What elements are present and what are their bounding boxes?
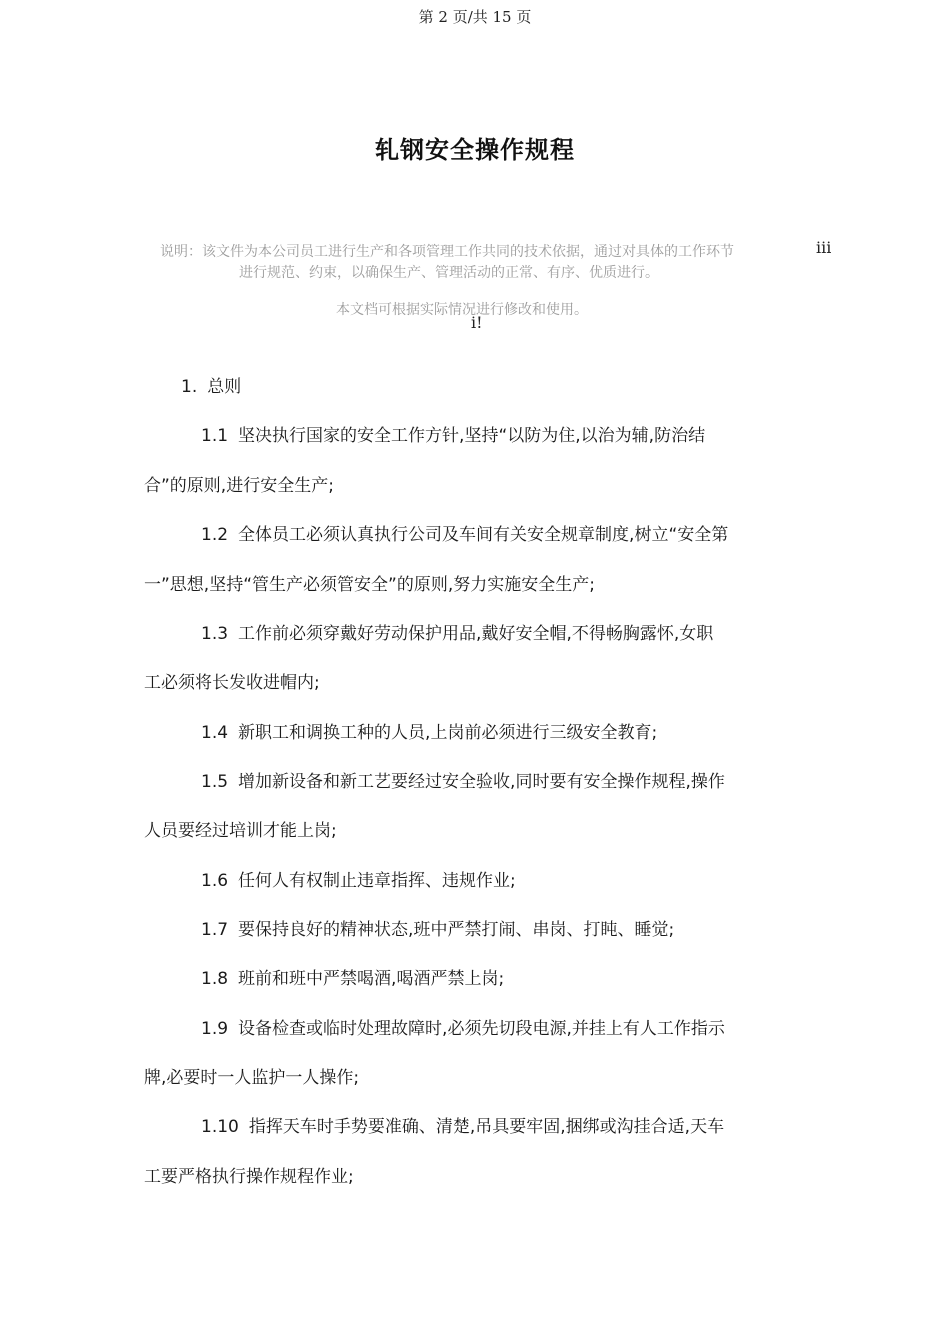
clause-number: 1.4 xyxy=(201,723,229,743)
clause-line xyxy=(201,1014,725,1039)
note-line-2: 进行规范、约束，以确保生产、管理活动的正常、有序、优质进行。 xyxy=(239,265,659,281)
clause-line xyxy=(201,915,674,940)
note-mark-1: iii xyxy=(816,238,832,257)
clause-line xyxy=(201,520,728,545)
clause-text: 工作前必须穿戴好劳动保护用品,戴好安全帽,不得畅胸露怀,女职 xyxy=(238,624,714,644)
clause-continuation: 工要严格执行操作规程作业; xyxy=(144,1167,354,1187)
clause-text: 指挥天车时手势要准确、清楚,吊具要牢固,捆绑或沟挂合适,天车 xyxy=(248,1117,725,1137)
clause-line xyxy=(201,866,516,891)
clause-line xyxy=(201,619,713,644)
clause-text: 班前和班中严禁喝酒,喝酒严禁上岗; xyxy=(238,969,505,989)
document-title: 轧钢安全操作规程 xyxy=(375,136,575,164)
section-number: 1. xyxy=(181,377,198,397)
section-heading xyxy=(181,372,241,397)
section-heading-text: 总则 xyxy=(207,377,242,397)
clause-number: 1.7 xyxy=(201,920,229,940)
clause-number: 1.2 xyxy=(201,525,229,545)
clause-number: 1.10 xyxy=(201,1117,239,1137)
clause-continuation: 合”的原则,进行安全生产; xyxy=(144,476,334,496)
clause-line xyxy=(201,767,725,792)
clause-text: 坚决执行国家的安全工作方针,坚持“以防为住,以治为辅,防治结 xyxy=(238,426,706,446)
clause-line xyxy=(201,718,657,743)
clause-line xyxy=(201,421,705,446)
clause-line xyxy=(201,1112,724,1137)
clause-number: 1.1 xyxy=(201,426,229,446)
clause-text: 任何人有权制止违章指挥、违规作业; xyxy=(238,871,516,891)
clause-continuation: 牌,必要时一人监护一人操作; xyxy=(144,1068,360,1088)
clause-continuation: 一”思想,坚持“管生产必须管安全”的原则,努力实施安全生产; xyxy=(144,575,595,595)
clause-text: 全体员工必须认真执行公司及车间有关安全规章制度,树立“安全第 xyxy=(238,525,729,545)
clause-number: 1.3 xyxy=(201,624,229,644)
clause-text: 新职工和调换工种的人员,上岗前必须进行三级安全教育; xyxy=(238,723,658,743)
clause-text: 增加新设备和新工艺要经过安全验收,同时要有安全操作规程,操作 xyxy=(238,772,725,792)
clause-continuation: 工必须将长发收进帽内; xyxy=(144,673,320,693)
clause-number: 1.5 xyxy=(201,772,229,792)
clause-line xyxy=(201,964,504,989)
note-line-3: 本文档可根据实际情况进行修改和使用。 xyxy=(336,302,588,318)
clause-number: 1.9 xyxy=(201,1019,229,1039)
page-indicator: 第 2 页/共 15 页 xyxy=(418,8,532,26)
clause-text: 设备检查或临时处理故障时,必须先切段电源,并挂上有人工作指示 xyxy=(238,1019,725,1039)
clause-number: 1.6 xyxy=(201,871,229,891)
note-mark-2: i! xyxy=(471,313,483,332)
clause-continuation: 人员要经过培训才能上岗; xyxy=(144,821,337,841)
note-line-1: 说明：该文件为本公司员工进行生产和各项管理工作共同的技术依据，通过对具体的工作环节 xyxy=(160,244,734,260)
clause-number: 1.8 xyxy=(201,969,229,989)
clause-text: 要保持良好的精神状态,班中严禁打闹、串岗、打盹、睡觉; xyxy=(238,920,675,940)
